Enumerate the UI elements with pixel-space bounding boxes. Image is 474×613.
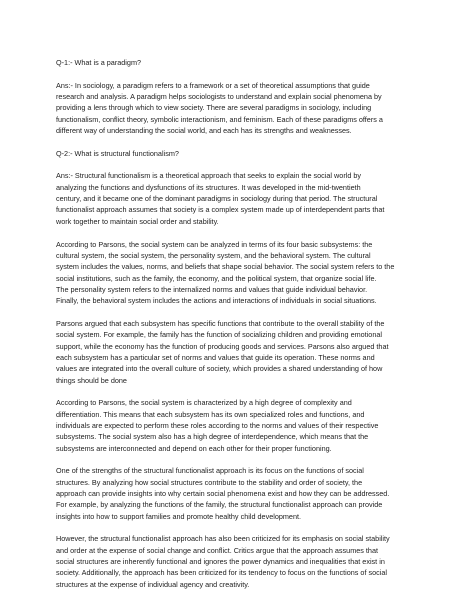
text-line: each subsystem has a particular set of norms and values that guide its operation. These norms and — [56, 352, 375, 362]
text-line: system includes the values, norms, and beliefs that shape social behavior. The social system refers to the — [56, 262, 395, 272]
text-line: things should be done — [56, 375, 127, 385]
text-line: providing a lens through which to view society. There are several paradigms in sociology, including — [56, 103, 372, 113]
answer-1 — [56, 80, 428, 137]
paragraph-subsystems — [56, 239, 428, 307]
text-line: social structures are inherently functional and ignores the power dynamics and inequalities that exist in — [56, 557, 385, 567]
text-line: analyzing the functions and dysfunctions of its structures. It was developed in the mid-twentieth — [56, 182, 361, 192]
text-line: research and analysis. A paradigm helps sociologists to understand and explain social phenomena by — [56, 92, 382, 102]
text-line: social system. For example, the family has the function of socializing children and providing emotional — [56, 330, 383, 340]
question-text: Q-2:- What is structural functionalism? — [56, 148, 179, 158]
text-line: functionalist approach assumes that society is a complex system made up of interdependent parts that — [56, 205, 385, 215]
text-line: functionalism, conflict theory, symbolic interactionism, and feminism. Each of these paradigms offers a — [56, 114, 383, 124]
text-line: and order at the expense of social change and conflict. Critics argue that the approach assumes that — [56, 545, 379, 555]
paragraph-strengths — [56, 465, 428, 522]
text-line: subsystems are interconnected and depend on each other for their proper functioning. — [56, 443, 332, 453]
text-line: subsystems. The social system also has a high degree of interdependence, which means that the — [56, 432, 369, 442]
text-line: The personality system refers to the internalized norms and values that guide individual behavior. — [56, 284, 368, 294]
text-line: Ans:- In sociology, a paradigm refers to a framework or a set of theoretical assumptions that guide — [56, 80, 370, 90]
document-body — [56, 57, 428, 590]
text-line: social institutions, such as the family, the economy, and the political system, that organize social life. — [56, 273, 377, 283]
text-line: According to Parsons, the social system can be analyzed in terms of its four basic subsystems: the — [56, 239, 373, 249]
text-line: values are integrated into the overall culture of society, which provides a shared understanding of how — [56, 364, 383, 374]
text-line: cultural system, the social system, the personality system, and the behavioral system. The cultural — [56, 250, 371, 260]
question-2 — [56, 148, 428, 159]
text-line: century, and it became one of the dominant paradigms in sociology during that period. The structural — [56, 194, 378, 204]
text-line: insights into how to support families and promote healthy child development. — [56, 511, 302, 521]
paragraph-criticism — [56, 533, 428, 590]
text-line: different way of understanding the social world, and each has its strengths and weaknesses. — [56, 126, 352, 136]
text-line: Ans:- Structural functionalism is a theoretical approach that seeks to explain the social world by — [56, 171, 362, 181]
text-line: One of the strengths of the structural functionalist approach is its focus on the functions of social — [56, 466, 364, 476]
paragraph-functions — [56, 318, 428, 386]
text-line: According to Parsons, the social system is characterized by a high degree of complexity and — [56, 398, 352, 408]
text-line: structures at the expense of individual agency and creativity. — [56, 579, 250, 589]
text-line: differentiation. This means that each subsystem has its own specialized roles and functions, and — [56, 409, 365, 419]
text-line: individuals are expected to perform these roles according to the norms and values of their respective — [56, 421, 379, 430]
paragraph-complexity — [56, 397, 428, 454]
text-line: society. Additionally, the approach has been criticized for its tendency to focus on the functions of social — [56, 568, 388, 578]
text-line: work together to maintain social order and stability. — [56, 216, 219, 226]
text-line: support, while the economy has the function of producing goods and services. Parsons also argued that — [56, 341, 389, 351]
text-line: However, the structural functionalist approach has also been criticized for its emphasis on social stability — [56, 534, 390, 544]
text-line: approach can provide insights into why certain social phenomena exist and how they can be addressed. — [56, 489, 390, 499]
text-line: Finally, the behavioral system includes the actions and interactions of individuals in social situations. — [56, 296, 377, 306]
answer-2 — [56, 170, 428, 227]
text-line: structures. By analyzing how social structures contribute to the stability and order of society, the — [56, 477, 363, 487]
question-text: Q-1:- What is a paradigm? — [56, 58, 142, 67]
text-line: Parsons argued that each subsystem has specific functions that contribute to the overall stability of the — [56, 318, 385, 328]
question-1 — [56, 57, 428, 68]
text-line: For example, by analyzing the functions of the family, the structural functionalist approach can provide — [56, 500, 383, 510]
